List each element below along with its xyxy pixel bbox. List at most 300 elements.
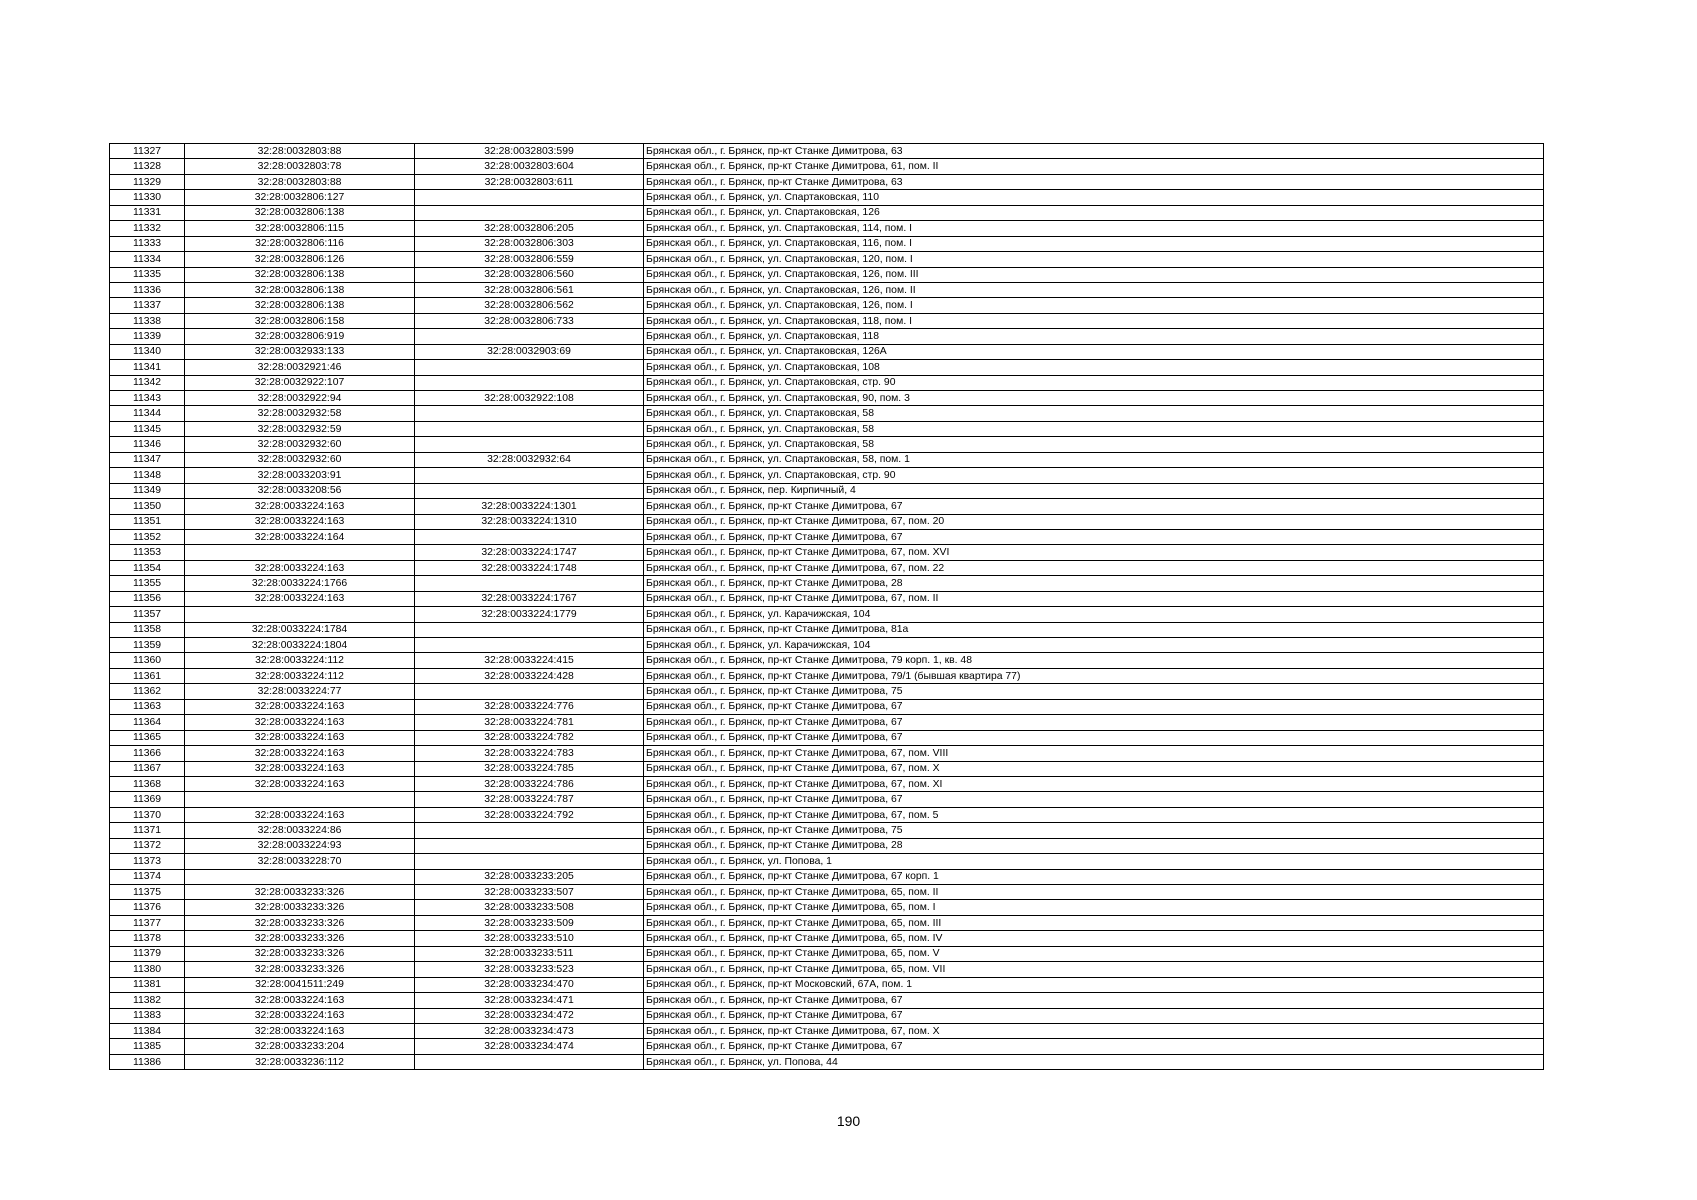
land-cadastral-number-cell: 32:28:0032932:59 — [185, 421, 415, 436]
address-cell: Брянская обл., г. Брянск, ул. Спартаковская, стр. 90 — [644, 468, 1544, 483]
address-cell: Брянская обл., г. Брянск, ул. Спартаковская, 118, пом. I — [644, 313, 1544, 328]
row-number-cell: 11360 — [110, 653, 185, 668]
table-row — [110, 653, 1544, 668]
object-cadastral-number-cell: 32:28:0032806:205 — [415, 221, 644, 236]
address-cell: Брянская обл., г. Брянск, пр-кт Станке Димитрова, 75 — [644, 684, 1544, 699]
land-cadastral-number-cell: 32:28:0032922:94 — [185, 391, 415, 406]
row-number-cell: 11366 — [110, 746, 185, 761]
address-cell: Брянская обл., г. Брянск, пр-кт Станке Димитрова, 67 — [644, 699, 1544, 714]
land-cadastral-number-cell: 32:28:0033224:163 — [185, 591, 415, 606]
table-row — [110, 977, 1544, 992]
object-cadastral-number-cell: 32:28:0033224:781 — [415, 715, 644, 730]
land-cadastral-number-cell: 32:28:0033224:163 — [185, 776, 415, 791]
object-cadastral-number-cell: 32:28:0033224:785 — [415, 761, 644, 776]
land-cadastral-number-cell: 32:28:0033224:163 — [185, 993, 415, 1008]
land-cadastral-number-cell: 32:28:0033224:163 — [185, 699, 415, 714]
object-cadastral-number-cell: 32:28:0033224:428 — [415, 668, 644, 683]
table-row — [110, 838, 1544, 853]
land-cadastral-number-cell: 32:28:0033224:112 — [185, 668, 415, 683]
registry-table-body — [110, 144, 1544, 1070]
land-cadastral-number-cell: 32:28:0032932:60 — [185, 452, 415, 467]
land-cadastral-number-cell: 32:28:0041511:249 — [185, 977, 415, 992]
land-cadastral-number-cell: 32:28:0033236:112 — [185, 1054, 415, 1069]
row-number-cell: 11347 — [110, 452, 185, 467]
object-cadastral-number-cell — [415, 406, 644, 421]
row-number-cell: 11355 — [110, 576, 185, 591]
address-cell: Брянская обл., г. Брянск, пр-кт Станке Димитрова, 63 — [644, 144, 1544, 159]
address-cell: Брянская обл., г. Брянск, пр-кт Станке Димитрова, 61, пом. II — [644, 159, 1544, 174]
row-number-cell: 11384 — [110, 1023, 185, 1038]
address-cell: Брянская обл., г. Брянск, ул. Спартаковская, 126, пом. I — [644, 298, 1544, 313]
table-row — [110, 360, 1544, 375]
table-row — [110, 221, 1544, 236]
row-number-cell: 11372 — [110, 838, 185, 853]
table-row — [110, 545, 1544, 560]
row-number-cell: 11378 — [110, 931, 185, 946]
table-row — [110, 159, 1544, 174]
row-number-cell: 11359 — [110, 638, 185, 653]
table-row — [110, 329, 1544, 344]
land-cadastral-number-cell: 32:28:0032922:107 — [185, 375, 415, 390]
land-cadastral-number-cell: 32:28:0032806:919 — [185, 329, 415, 344]
table-row — [110, 915, 1544, 930]
object-cadastral-number-cell: 32:28:0032806:303 — [415, 236, 644, 251]
object-cadastral-number-cell — [415, 190, 644, 205]
table-row — [110, 452, 1544, 467]
table-row — [110, 282, 1544, 297]
object-cadastral-number-cell — [415, 854, 644, 869]
object-cadastral-number-cell: 32:28:0033224:1767 — [415, 591, 644, 606]
object-cadastral-number-cell — [415, 684, 644, 699]
land-cadastral-number-cell: 32:28:0033233:326 — [185, 885, 415, 900]
row-number-cell: 11365 — [110, 730, 185, 745]
address-cell: Брянская обл., г. Брянск, пр-кт Станке Димитрова, 67 — [644, 1008, 1544, 1023]
land-cadastral-number-cell: 32:28:0033224:163 — [185, 730, 415, 745]
land-cadastral-number-cell: 32:28:0032806:158 — [185, 313, 415, 328]
row-number-cell: 11383 — [110, 1008, 185, 1023]
address-cell: Брянская обл., г. Брянск, пр-кт Станке Димитрова, 75 — [644, 823, 1544, 838]
table-row — [110, 730, 1544, 745]
table-row — [110, 684, 1544, 699]
land-cadastral-number-cell: 32:28:0033224:163 — [185, 746, 415, 761]
row-number-cell: 11332 — [110, 221, 185, 236]
row-number-cell: 11382 — [110, 993, 185, 1008]
address-cell: Брянская обл., г. Брянск, пр-кт Станке Димитрова, 65, пом. I — [644, 900, 1544, 915]
table-row — [110, 483, 1544, 498]
row-number-cell: 11337 — [110, 298, 185, 313]
land-cadastral-number-cell: 32:28:0033224:93 — [185, 838, 415, 853]
table-row — [110, 622, 1544, 637]
row-number-cell: 11345 — [110, 421, 185, 436]
land-cadastral-number-cell — [185, 792, 415, 807]
address-cell: Брянская обл., г. Брянск, пр-кт Станке Димитрова, 28 — [644, 838, 1544, 853]
table-row — [110, 607, 1544, 622]
land-cadastral-number-cell: 32:28:0032806:138 — [185, 282, 415, 297]
table-row — [110, 190, 1544, 205]
address-cell: Брянская обл., г. Брянск, пер. Кирпичный, 4 — [644, 483, 1544, 498]
object-cadastral-number-cell: 32:28:0033234:473 — [415, 1023, 644, 1038]
land-cadastral-number-cell: 32:28:0033224:164 — [185, 529, 415, 544]
row-number-cell: 11333 — [110, 236, 185, 251]
row-number-cell: 11361 — [110, 668, 185, 683]
object-cadastral-number-cell: 32:28:0033224:782 — [415, 730, 644, 745]
row-number-cell: 11385 — [110, 1039, 185, 1054]
land-cadastral-number-cell: 32:28:0033224:163 — [185, 560, 415, 575]
address-cell: Брянская обл., г. Брянск, пр-кт Станке Димитрова, 65, пом. II — [644, 885, 1544, 900]
table-row — [110, 529, 1544, 544]
address-cell: Брянская обл., г. Брянск, ул. Спартаковская, 108 — [644, 360, 1544, 375]
address-cell: Брянская обл., г. Брянск, ул. Спартаковская, 58, пом. 1 — [644, 452, 1544, 467]
object-cadastral-number-cell: 32:28:0033224:1779 — [415, 607, 644, 622]
land-cadastral-number-cell: 32:28:0032806:138 — [185, 205, 415, 220]
table-row — [110, 174, 1544, 189]
object-cadastral-number-cell: 32:28:0033224:792 — [415, 807, 644, 822]
land-cadastral-number-cell: 32:28:0032803:78 — [185, 159, 415, 174]
object-cadastral-number-cell: 32:28:0033224:1310 — [415, 514, 644, 529]
address-cell: Брянская обл., г. Брянск, ул. Спартаковская, 114, пом. I — [644, 221, 1544, 236]
land-cadastral-number-cell: 32:28:0033224:163 — [185, 1008, 415, 1023]
table-row — [110, 514, 1544, 529]
land-cadastral-number-cell: 32:28:0032932:60 — [185, 437, 415, 452]
land-cadastral-number-cell: 32:28:0033224:1784 — [185, 622, 415, 637]
row-number-cell: 11376 — [110, 900, 185, 915]
address-cell: Брянская обл., г. Брянск, пр-кт Станке Димитрова, 67, пом. II — [644, 591, 1544, 606]
object-cadastral-number-cell — [415, 483, 644, 498]
object-cadastral-number-cell: 32:28:0032932:64 — [415, 452, 644, 467]
row-number-cell: 11381 — [110, 977, 185, 992]
address-cell: Брянская обл., г. Брянск, ул. Спартаковская, 126, пом. III — [644, 267, 1544, 282]
object-cadastral-number-cell: 32:28:0033233:205 — [415, 869, 644, 884]
object-cadastral-number-cell: 32:28:0033224:787 — [415, 792, 644, 807]
object-cadastral-number-cell: 32:28:0033233:510 — [415, 931, 644, 946]
land-cadastral-number-cell: 32:28:0032806:138 — [185, 267, 415, 282]
address-cell: Брянская обл., г. Брянск, пр-кт Станке Димитрова, 67, пом. X — [644, 761, 1544, 776]
land-cadastral-number-cell: 32:28:0032806:115 — [185, 221, 415, 236]
address-cell: Брянская обл., г. Брянск, пр-кт Станке Димитрова, 67, пом. 20 — [644, 514, 1544, 529]
address-cell: Брянская обл., г. Брянск, пр-кт Станке Димитрова, 67, пом. X — [644, 1023, 1544, 1038]
address-cell: Брянская обл., г. Брянск, ул. Спартаковская, 58 — [644, 406, 1544, 421]
object-cadastral-number-cell: 32:28:0033233:508 — [415, 900, 644, 915]
table-row — [110, 144, 1544, 159]
object-cadastral-number-cell — [415, 360, 644, 375]
land-cadastral-number-cell — [185, 607, 415, 622]
object-cadastral-number-cell: 32:28:0032903:69 — [415, 344, 644, 359]
table-row — [110, 437, 1544, 452]
land-cadastral-number-cell: 32:28:0033224:163 — [185, 761, 415, 776]
row-number-cell: 11335 — [110, 267, 185, 282]
table-row — [110, 715, 1544, 730]
table-row — [110, 792, 1544, 807]
table-row — [110, 638, 1544, 653]
row-number-cell: 11386 — [110, 1054, 185, 1069]
object-cadastral-number-cell — [415, 329, 644, 344]
row-number-cell: 11336 — [110, 282, 185, 297]
address-cell: Брянская обл., г. Брянск, пр-кт Станке Димитрова, 67, пом. VIII — [644, 746, 1544, 761]
object-cadastral-number-cell: 32:28:0032806:560 — [415, 267, 644, 282]
object-cadastral-number-cell — [415, 437, 644, 452]
row-number-cell: 11346 — [110, 437, 185, 452]
row-number-cell: 11380 — [110, 962, 185, 977]
object-cadastral-number-cell — [415, 1054, 644, 1069]
row-number-cell: 11330 — [110, 190, 185, 205]
object-cadastral-number-cell — [415, 823, 644, 838]
object-cadastral-number-cell: 32:28:0033233:507 — [415, 885, 644, 900]
address-cell: Брянская обл., г. Брянск, ул. Спартаковская, 120, пом. I — [644, 252, 1544, 267]
land-cadastral-number-cell: 32:28:0033224:163 — [185, 514, 415, 529]
object-cadastral-number-cell: 32:28:0033224:1748 — [415, 560, 644, 575]
row-number-cell: 11338 — [110, 313, 185, 328]
table-row — [110, 1008, 1544, 1023]
object-cadastral-number-cell: 32:28:0033234:474 — [415, 1039, 644, 1054]
address-cell: Брянская обл., г. Брянск, ул. Спартаковская, 126 — [644, 205, 1544, 220]
row-number-cell: 11367 — [110, 761, 185, 776]
address-cell: Брянская обл., г. Брянск, пр-кт Станке Димитрова, 81а — [644, 622, 1544, 637]
table-row — [110, 854, 1544, 869]
object-cadastral-number-cell: 32:28:0032803:599 — [415, 144, 644, 159]
land-cadastral-number-cell: 32:28:0033233:326 — [185, 962, 415, 977]
address-cell: Брянская обл., г. Брянск, пр-кт Станке Димитрова, 67 корп. 1 — [644, 869, 1544, 884]
land-cadastral-number-cell: 32:28:0033224:163 — [185, 1023, 415, 1038]
table-row — [110, 252, 1544, 267]
table-row — [110, 885, 1544, 900]
object-cadastral-number-cell: 32:28:0033224:1747 — [415, 545, 644, 560]
table-row — [110, 391, 1544, 406]
table-row — [110, 1054, 1544, 1069]
address-cell: Брянская обл., г. Брянск, пр-кт Станке Димитрова, 65, пом. VII — [644, 962, 1544, 977]
table-row — [110, 468, 1544, 483]
address-cell: Брянская обл., г. Брянск, ул. Карачижская, 104 — [644, 638, 1544, 653]
object-cadastral-number-cell — [415, 468, 644, 483]
row-number-cell: 11375 — [110, 885, 185, 900]
row-number-cell: 11368 — [110, 776, 185, 791]
address-cell: Брянская обл., г. Брянск, пр-кт Станке Димитрова, 28 — [644, 576, 1544, 591]
row-number-cell: 11373 — [110, 854, 185, 869]
table-row — [110, 699, 1544, 714]
land-cadastral-number-cell: 32:28:0033233:326 — [185, 915, 415, 930]
row-number-cell: 11379 — [110, 946, 185, 961]
address-cell: Брянская обл., г. Брянск, ул. Спартаковская, 110 — [644, 190, 1544, 205]
table-row — [110, 1039, 1544, 1054]
address-cell: Брянская обл., г. Брянск, пр-кт Станке Димитрова, 67 — [644, 792, 1544, 807]
address-cell: Брянская обл., г. Брянск, пр-кт Станке Димитрова, 67 — [644, 1039, 1544, 1054]
object-cadastral-number-cell: 32:28:0033224:415 — [415, 653, 644, 668]
table-row — [110, 668, 1544, 683]
table-row — [110, 962, 1544, 977]
row-number-cell: 11342 — [110, 375, 185, 390]
address-cell: Брянская обл., г. Брянск, пр-кт Станке Димитрова, 67, пом. 5 — [644, 807, 1544, 822]
table-row — [110, 746, 1544, 761]
table-row — [110, 375, 1544, 390]
address-cell: Брянская обл., г. Брянск, ул. Попова, 1 — [644, 854, 1544, 869]
land-cadastral-number-cell: 32:28:0033224:1804 — [185, 638, 415, 653]
row-number-cell: 11377 — [110, 915, 185, 930]
table-row — [110, 993, 1544, 1008]
row-number-cell: 11374 — [110, 869, 185, 884]
land-cadastral-number-cell: 32:28:0033203:91 — [185, 468, 415, 483]
table-row — [110, 236, 1544, 251]
land-cadastral-number-cell: 32:28:0033233:326 — [185, 900, 415, 915]
table-row — [110, 344, 1544, 359]
address-cell: Брянская обл., г. Брянск, пр-кт Станке Димитрова, 67, пом. 22 — [644, 560, 1544, 575]
address-cell: Брянская обл., г. Брянск, пр-кт Станке Димитрова, 67 — [644, 715, 1544, 730]
land-cadastral-number-cell: 32:28:0032933:133 — [185, 344, 415, 359]
row-number-cell: 11358 — [110, 622, 185, 637]
object-cadastral-number-cell — [415, 838, 644, 853]
table-row — [110, 421, 1544, 436]
address-cell: Брянская обл., г. Брянск, пр-кт Станке Димитрова, 67 — [644, 529, 1544, 544]
table-row — [110, 576, 1544, 591]
registry-table — [109, 143, 1544, 1070]
row-number-cell: 11328 — [110, 159, 185, 174]
row-number-cell: 11343 — [110, 391, 185, 406]
table-row — [110, 406, 1544, 421]
object-cadastral-number-cell: 32:28:0033233:511 — [415, 946, 644, 961]
object-cadastral-number-cell — [415, 622, 644, 637]
address-cell: Брянская обл., г. Брянск, ул. Попова, 44 — [644, 1054, 1544, 1069]
object-cadastral-number-cell: 32:28:0033234:471 — [415, 993, 644, 1008]
address-cell: Брянская обл., г. Брянск, ул. Спартаковская, 116, пом. I — [644, 236, 1544, 251]
address-cell: Брянская обл., г. Брянск, ул. Спартаковская, 118 — [644, 329, 1544, 344]
table-row — [110, 823, 1544, 838]
row-number-cell: 11363 — [110, 699, 185, 714]
table-row — [110, 807, 1544, 822]
row-number-cell: 11370 — [110, 807, 185, 822]
land-cadastral-number-cell: 32:28:0032921:46 — [185, 360, 415, 375]
object-cadastral-number-cell — [415, 421, 644, 436]
land-cadastral-number-cell: 32:28:0033224:163 — [185, 499, 415, 514]
row-number-cell: 11331 — [110, 205, 185, 220]
row-number-cell: 11354 — [110, 560, 185, 575]
land-cadastral-number-cell: 32:28:0032806:127 — [185, 190, 415, 205]
land-cadastral-number-cell: 32:28:0032803:88 — [185, 174, 415, 189]
object-cadastral-number-cell: 32:28:0033224:1301 — [415, 499, 644, 514]
object-cadastral-number-cell — [415, 375, 644, 390]
land-cadastral-number-cell: 32:28:0033224:112 — [185, 653, 415, 668]
land-cadastral-number-cell: 32:28:0033233:326 — [185, 931, 415, 946]
row-number-cell: 11351 — [110, 514, 185, 529]
object-cadastral-number-cell: 32:28:0033234:472 — [415, 1008, 644, 1023]
land-cadastral-number-cell: 32:28:0032806:116 — [185, 236, 415, 251]
table-row — [110, 776, 1544, 791]
row-number-cell: 11353 — [110, 545, 185, 560]
land-cadastral-number-cell: 32:28:0033224:1766 — [185, 576, 415, 591]
object-cadastral-number-cell: 32:28:0033224:786 — [415, 776, 644, 791]
table-row — [110, 313, 1544, 328]
table-row — [110, 499, 1544, 514]
table-row — [110, 560, 1544, 575]
address-cell: Брянская обл., г. Брянск, пр-кт Станке Димитрова, 63 — [644, 174, 1544, 189]
address-cell: Брянская обл., г. Брянск, ул. Спартаковская, 58 — [644, 437, 1544, 452]
land-cadastral-number-cell: 32:28:0032806:126 — [185, 252, 415, 267]
object-cadastral-number-cell — [415, 638, 644, 653]
address-cell: Брянская обл., г. Брянск, ул. Спартаковская, стр. 90 — [644, 375, 1544, 390]
object-cadastral-number-cell: 32:28:0033224:783 — [415, 746, 644, 761]
address-cell: Брянская обл., г. Брянск, ул. Спартаковская, 126, пом. II — [644, 282, 1544, 297]
address-cell: Брянская обл., г. Брянск, ул. Спартаковская, 90, пом. 3 — [644, 391, 1544, 406]
row-number-cell: 11341 — [110, 360, 185, 375]
land-cadastral-number-cell — [185, 869, 415, 884]
object-cadastral-number-cell — [415, 529, 644, 544]
row-number-cell: 11369 — [110, 792, 185, 807]
object-cadastral-number-cell — [415, 205, 644, 220]
address-cell: Брянская обл., г. Брянск, пр-кт Московский, 67А, пом. 1 — [644, 977, 1544, 992]
object-cadastral-number-cell: 32:28:0032803:604 — [415, 159, 644, 174]
page-number: 190 — [836, 1113, 861, 1129]
address-cell: Брянская обл., г. Брянск, ул. Спартаковская, 126А — [644, 344, 1544, 359]
object-cadastral-number-cell: 32:28:0032806:562 — [415, 298, 644, 313]
row-number-cell: 11329 — [110, 174, 185, 189]
table-row — [110, 869, 1544, 884]
address-cell: Брянская обл., г. Брянск, пр-кт Станке Димитрова, 79 корп. 1, кв. 48 — [644, 653, 1544, 668]
address-cell: Брянская обл., г. Брянск, пр-кт Станке Димитрова, 67 — [644, 730, 1544, 745]
land-cadastral-number-cell: 32:28:0033224:163 — [185, 715, 415, 730]
row-number-cell: 11327 — [110, 144, 185, 159]
address-cell: Брянская обл., г. Брянск, пр-кт Станке Димитрова, 67 — [644, 499, 1544, 514]
table-row — [110, 931, 1544, 946]
table-row — [110, 1023, 1544, 1038]
object-cadastral-number-cell: 32:28:0032803:611 — [415, 174, 644, 189]
land-cadastral-number-cell: 32:28:0033208:56 — [185, 483, 415, 498]
object-cadastral-number-cell — [415, 576, 644, 591]
land-cadastral-number-cell: 32:28:0033224:86 — [185, 823, 415, 838]
row-number-cell: 11364 — [110, 715, 185, 730]
table-row — [110, 761, 1544, 776]
row-number-cell: 11371 — [110, 823, 185, 838]
address-cell: Брянская обл., г. Брянск, пр-кт Станке Димитрова, 65, пом. IV — [644, 931, 1544, 946]
row-number-cell: 11362 — [110, 684, 185, 699]
object-cadastral-number-cell: 32:28:0033233:523 — [415, 962, 644, 977]
address-cell: Брянская обл., г. Брянск, пр-кт Станке Димитрова, 65, пом. III — [644, 915, 1544, 930]
row-number-cell: 11352 — [110, 529, 185, 544]
address-cell: Брянская обл., г. Брянск, пр-кт Станке Димитрова, 67, пом. XI — [644, 776, 1544, 791]
object-cadastral-number-cell: 32:28:0032806:559 — [415, 252, 644, 267]
row-number-cell: 11339 — [110, 329, 185, 344]
row-number-cell: 11350 — [110, 499, 185, 514]
row-number-cell: 11344 — [110, 406, 185, 421]
registry-sheet — [109, 143, 1543, 1070]
row-number-cell: 11340 — [110, 344, 185, 359]
object-cadastral-number-cell: 32:28:0032806:733 — [415, 313, 644, 328]
address-cell: Брянская обл., г. Брянск, пр-кт Станке Димитрова, 67 — [644, 993, 1544, 1008]
land-cadastral-number-cell — [185, 545, 415, 560]
land-cadastral-number-cell: 32:28:0032803:88 — [185, 144, 415, 159]
object-cadastral-number-cell: 32:28:0033234:470 — [415, 977, 644, 992]
address-cell: Брянская обл., г. Брянск, пр-кт Станке Димитрова, 67, пом. XVI — [644, 545, 1544, 560]
land-cadastral-number-cell: 32:28:0033233:326 — [185, 946, 415, 961]
row-number-cell: 11348 — [110, 468, 185, 483]
address-cell: Брянская обл., г. Брянск, ул. Спартаковская, 58 — [644, 421, 1544, 436]
table-row — [110, 205, 1544, 220]
land-cadastral-number-cell: 32:28:0033233:204 — [185, 1039, 415, 1054]
table-row — [110, 900, 1544, 915]
land-cadastral-number-cell: 32:28:0033224:77 — [185, 684, 415, 699]
land-cadastral-number-cell: 32:28:0033224:163 — [185, 807, 415, 822]
row-number-cell: 11334 — [110, 252, 185, 267]
address-cell: Брянская обл., г. Брянск, ул. Карачижская, 104 — [644, 607, 1544, 622]
row-number-cell: 11356 — [110, 591, 185, 606]
address-cell: Брянская обл., г. Брянск, пр-кт Станке Димитрова, 79/1 (бывшая квартира 77) — [644, 668, 1544, 683]
object-cadastral-number-cell: 32:28:0032806:561 — [415, 282, 644, 297]
table-row — [110, 267, 1544, 282]
object-cadastral-number-cell: 32:28:0033224:776 — [415, 699, 644, 714]
land-cadastral-number-cell: 32:28:0033228:70 — [185, 854, 415, 869]
address-cell: Брянская обл., г. Брянск, пр-кт Станке Димитрова, 65, пом. V — [644, 946, 1544, 961]
table-row — [110, 946, 1544, 961]
row-number-cell: 11357 — [110, 607, 185, 622]
land-cadastral-number-cell: 32:28:0032932:58 — [185, 406, 415, 421]
land-cadastral-number-cell: 32:28:0032806:138 — [185, 298, 415, 313]
object-cadastral-number-cell: 32:28:0033233:509 — [415, 915, 644, 930]
